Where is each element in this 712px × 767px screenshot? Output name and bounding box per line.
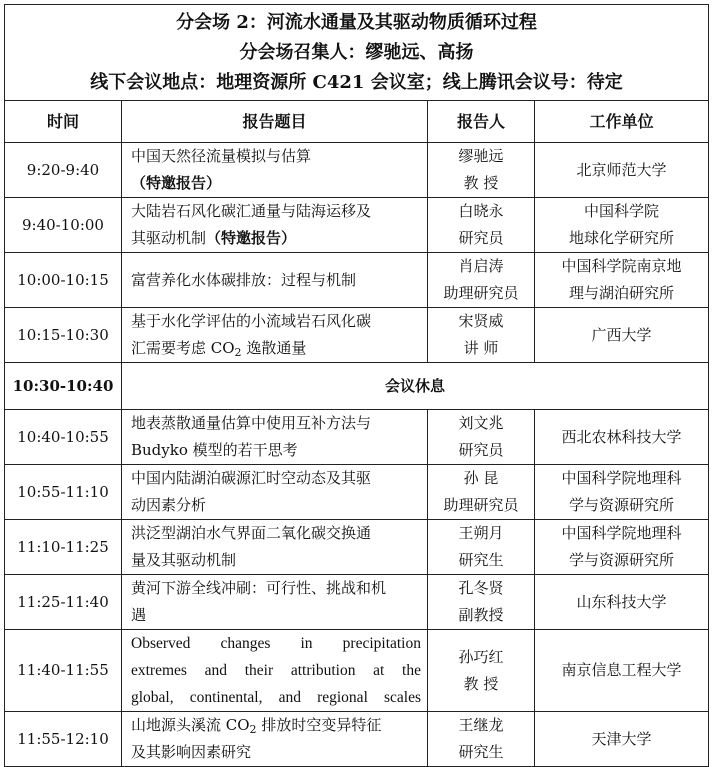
- row-unit: 西北农林科技大学: [535, 410, 709, 465]
- row-unit: 中国科学院地理科 学与资源研究所: [535, 465, 709, 520]
- row-title: 山地源头溪流 $CO_2$ 排放时空变异特征 及其影响因素研究: [122, 712, 428, 767]
- row-time: 11:55-12:10: [5, 712, 122, 767]
- speaker-name: 孔冬贤: [458, 579, 504, 597]
- speaker-name: 孙 昆: [463, 469, 499, 487]
- speaker-rank: 研究员: [458, 441, 504, 459]
- row-speaker: [428, 520, 535, 575]
- speaker-rank: 研究生: [458, 551, 504, 569]
- session-header: [5, 5, 709, 101]
- table-row: [5, 253, 709, 308]
- speaker-rank: 副教授: [458, 606, 504, 624]
- speaker-name: 孙巧红: [458, 647, 504, 666]
- row-time: 10:15-10:30: [5, 308, 122, 363]
- table-row: [5, 520, 709, 575]
- schedule-table: [4, 4, 709, 767]
- speaker-name: 王继龙: [458, 716, 504, 734]
- row-title: 富营养化水体碳排放：过程与机制: [122, 253, 428, 308]
- table-row: [5, 465, 709, 520]
- table-row: [5, 198, 709, 253]
- col-header-title: 报告题目: [122, 101, 428, 143]
- row-title: 洪泛型湖泊水气界面二氧化碳交换通 量及其驱动机制: [122, 520, 428, 575]
- table-row: [5, 143, 709, 198]
- row-title: 中国天然径流量模拟与估算 （特邀报告）: [122, 143, 428, 198]
- speaker-rank: 讲 师: [463, 339, 499, 357]
- row-title: Observed changes in precipitation extremes and their attribution at the global, continental, and regional scales: [122, 630, 428, 712]
- row-time: 9:20-9:40: [5, 143, 122, 198]
- break-row: [5, 363, 709, 410]
- row-time: 10:00-10:15: [5, 253, 122, 308]
- speaker-rank: 研究生: [458, 743, 504, 761]
- row-speaker: [428, 575, 535, 630]
- session-conveners: 分会场召集人：缪驰远、高扬: [239, 41, 474, 63]
- speaker-rank: 教 授: [463, 174, 499, 192]
- speaker-rank: 教 授: [463, 674, 499, 693]
- row-speaker: [428, 308, 535, 363]
- row-unit: 中国科学院 地球化学研究所: [535, 198, 709, 253]
- speaker-name: 肖启涛: [458, 257, 504, 275]
- session-title: 分会场 2：河流水通量及其驱动物质循环过程: [176, 11, 537, 33]
- row-unit: 广西大学: [535, 308, 709, 363]
- row-unit: 南京信息工程大学: [535, 630, 709, 712]
- col-header-speaker: 报告人: [428, 101, 535, 143]
- row-speaker: [428, 253, 535, 308]
- table-row: [5, 712, 709, 767]
- row-unit: 北京师范大学: [535, 143, 709, 198]
- col-header-time: 时间: [5, 101, 122, 143]
- row-unit: 中国科学院南京地 理与湖泊研究所: [535, 253, 709, 308]
- session-location: 线下会议地点：地理资源所 C421 会议室；线上腾讯会议号：待定: [90, 71, 623, 93]
- table-row: [5, 410, 709, 465]
- speaker-rank: 助理研究员: [443, 284, 519, 302]
- row-unit: 天津大学: [535, 712, 709, 767]
- row-unit: 中国科学院地理科 学与资源研究所: [535, 520, 709, 575]
- row-time: 9:40-10:00: [5, 198, 122, 253]
- row-speaker: [428, 630, 535, 712]
- speaker-name: 刘文兆: [458, 414, 504, 432]
- row-time: 10:55-11:10: [5, 465, 122, 520]
- row-speaker: [428, 143, 535, 198]
- speaker-rank: 助理研究员: [443, 496, 519, 514]
- column-header-row: [5, 101, 709, 143]
- table-row: [5, 630, 709, 712]
- row-speaker: [428, 465, 535, 520]
- break-label: 会议休息: [122, 363, 709, 410]
- row-title: 地表蒸散通量估算中使用互补方法与 Budyko 模型的若干思考: [122, 410, 428, 465]
- row-title: 基于水化学评估的小流域岩石风化碳 汇需要考虑 $CO_2$ 逸散通量: [122, 308, 428, 363]
- row-time: 11:25-11:40: [5, 575, 122, 630]
- speaker-rank: 研究员: [458, 229, 504, 247]
- row-speaker: [428, 198, 535, 253]
- speaker-name: 缪驰远: [458, 147, 504, 165]
- speaker-name: 白晓永: [458, 202, 504, 220]
- speaker-name: 王朔月: [458, 524, 504, 542]
- table-row: [5, 575, 709, 630]
- table-row: [5, 308, 709, 363]
- break-time: 10:30-10:40: [5, 363, 122, 410]
- row-speaker: [428, 410, 535, 465]
- session-header-row: [5, 5, 709, 101]
- row-title: 黄河下游全线冲刷：可行性、挑战和机 遇: [122, 575, 428, 630]
- row-time: 10:40-10:55: [5, 410, 122, 465]
- col-header-unit: 工作单位: [535, 101, 709, 143]
- row-time: 11:40-11:55: [5, 630, 122, 712]
- speaker-name: 宋贤威: [458, 312, 504, 330]
- row-unit: 山东科技大学: [535, 575, 709, 630]
- row-time: 11:10-11:25: [5, 520, 122, 575]
- row-speaker: [428, 712, 535, 767]
- row-title: 大陆岩石风化碳汇通量与陆海运移及 其驱动机制（特邀报告）: [122, 198, 428, 253]
- row-title: 中国内陆湖泊碳源汇时空动态及其驱 动因素分析: [122, 465, 428, 520]
